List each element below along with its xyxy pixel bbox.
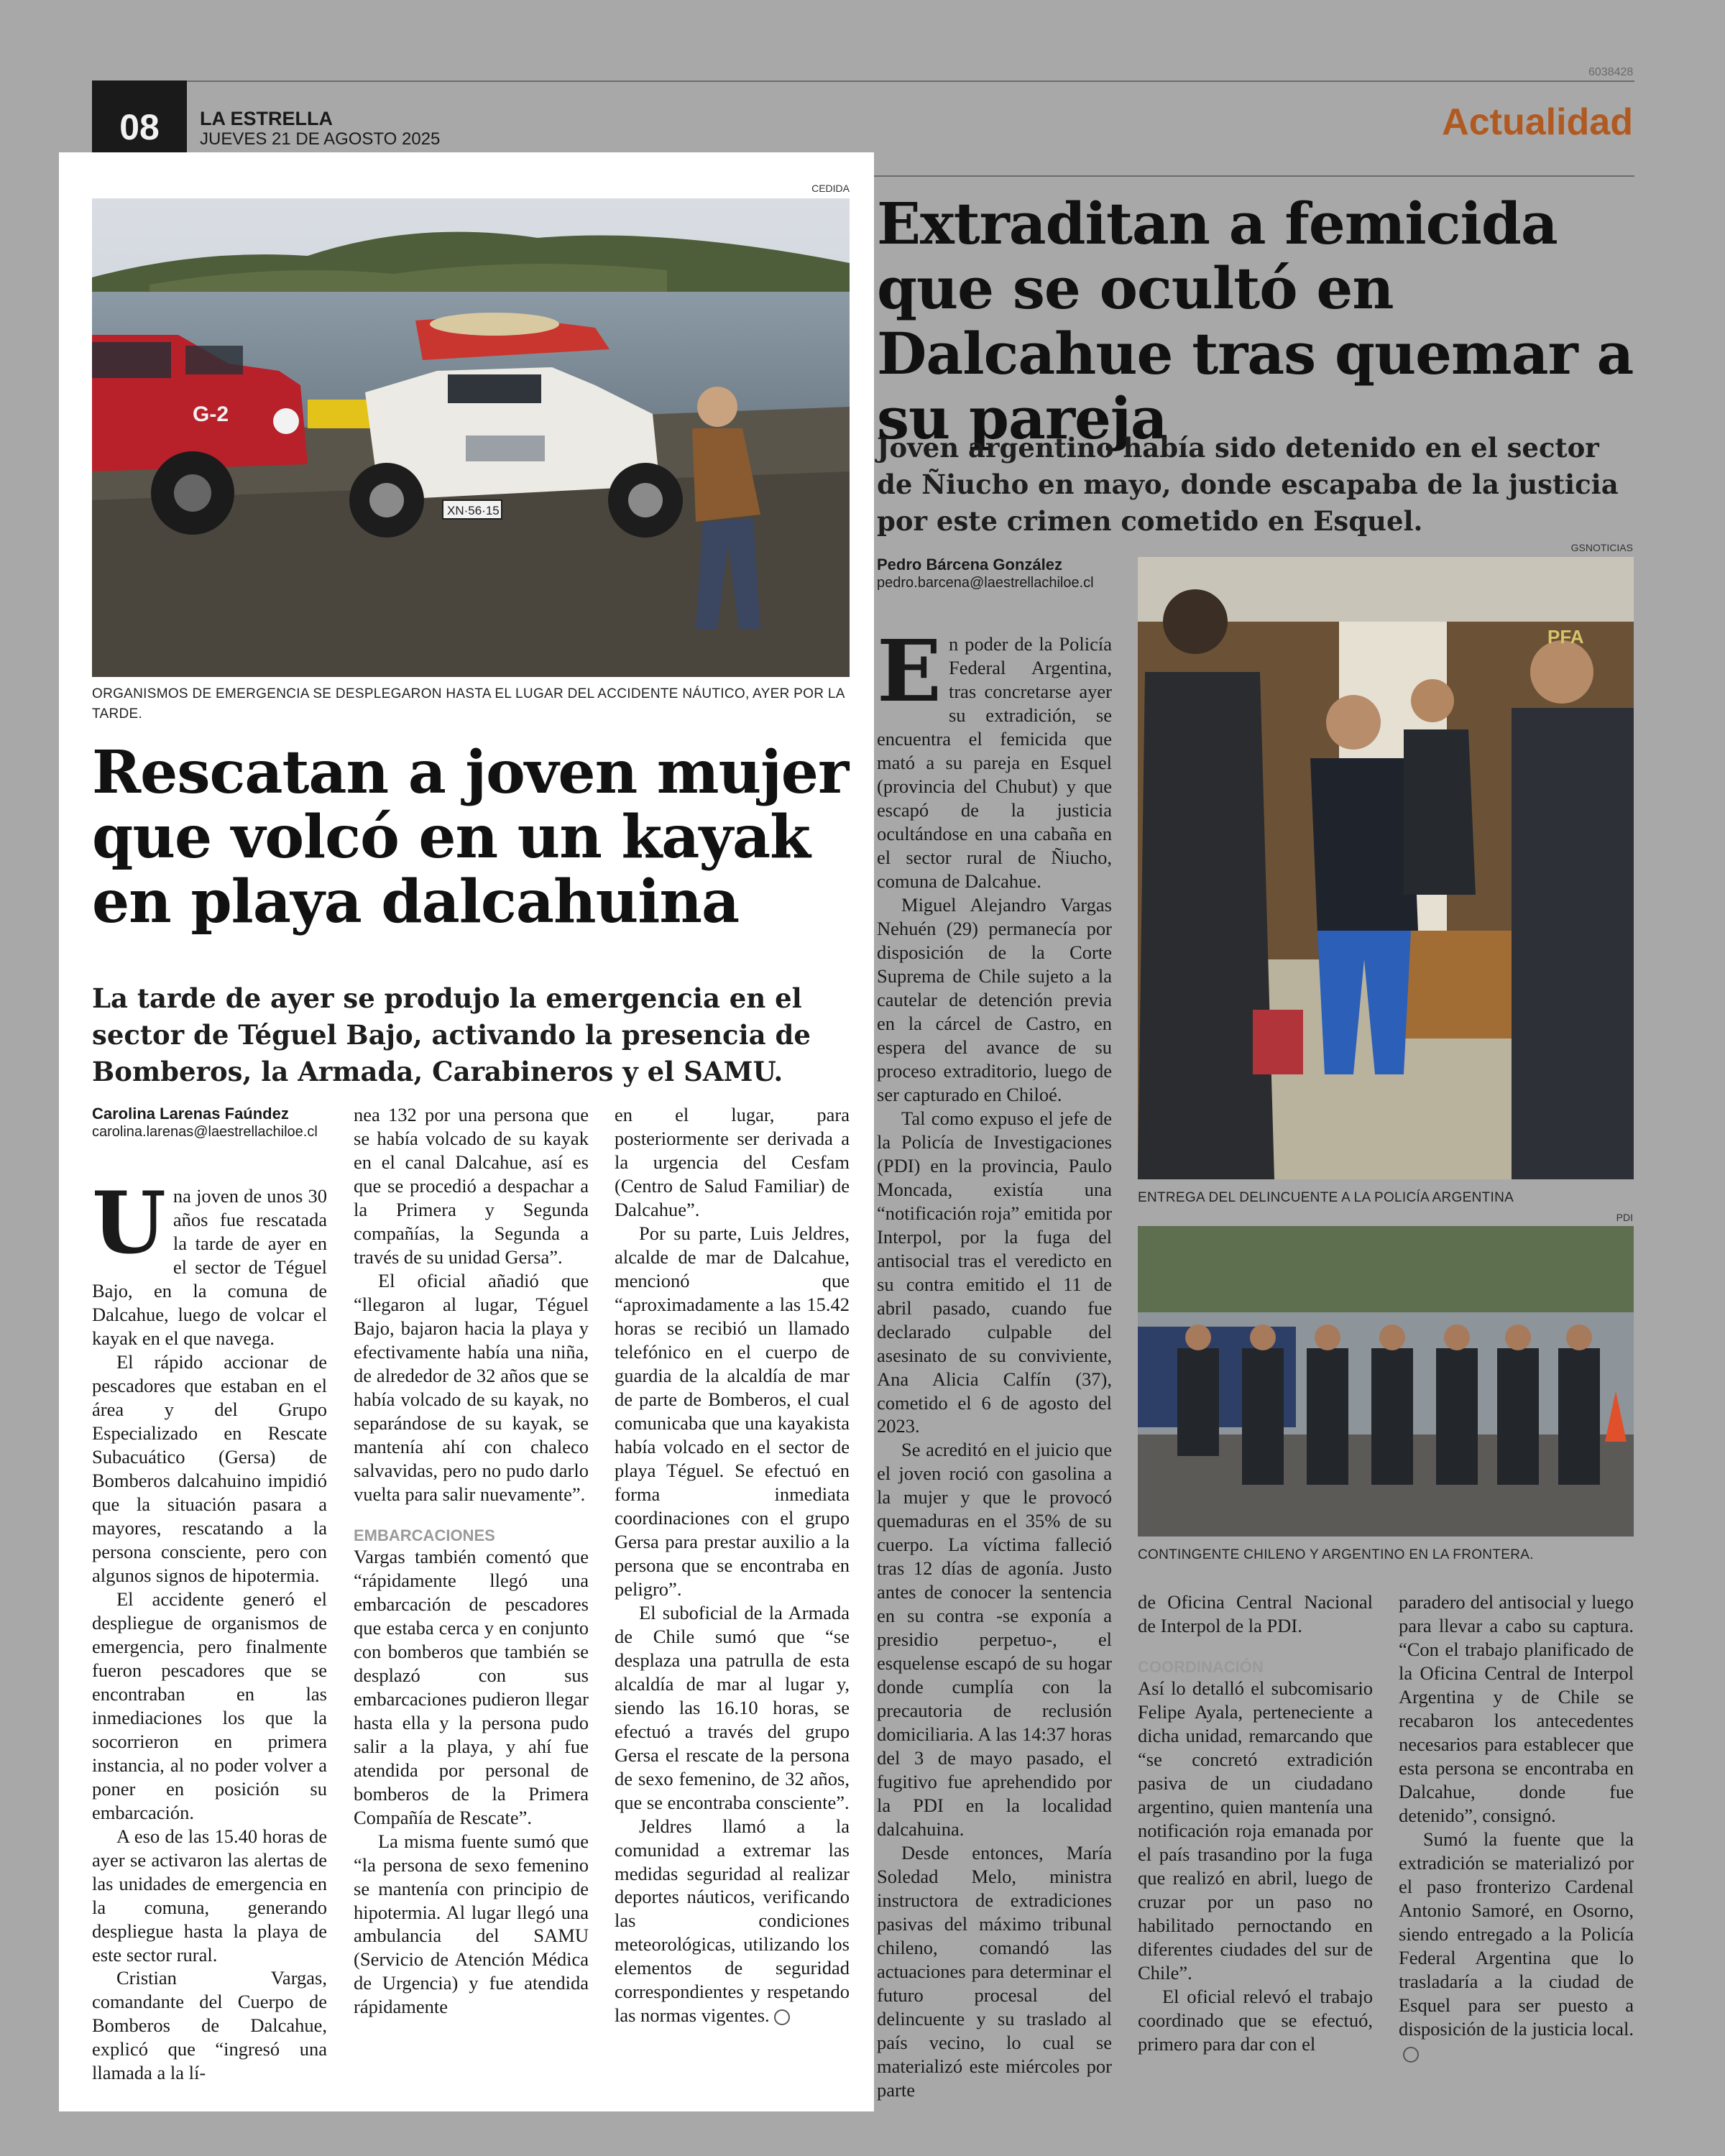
issue-date: JUEVES 21 DE AGOSTO 2025 xyxy=(200,129,441,149)
paragraph: Jeldres llamó a la comunidad a extremar las medidas seguridad al realizar deportes náuticos, verificando las condiciones meteorológicas, utilizando los elementos de seguridad correspondientes y respetando las normas vigentes. xyxy=(615,1815,850,2027)
right-lede: Joven argentino había sido detenido en el sector de Ñiucho en mayo, donde escapaba de la justicia por este crimen cometido en Esquel. xyxy=(877,432,1619,538)
paragraph: n poder de la Policía Federal Argentina, tras concretarse ayer su extradición, se encuentra el femicida que mató a su pareja en Esquel (provincia del Chubut) y que escapó de la justicia ocultándose en una cabaña en el sector rural de Ñiucho, comuna de Dalcahue. xyxy=(877,633,1112,892)
border-photo xyxy=(1138,1226,1634,1537)
paragraph: Sumó la fuente que la extradición se materializó por el paso fronterizo Cardenal Antonio Samoré, en Osorno, siendo entregado a la Policía Federal Argentina que lo trasladaría a la ciudad de Esquel para ser puesto a disposición de la justicia local. xyxy=(1399,1828,1634,2040)
subhead: EMBARCACIONES xyxy=(354,1526,495,1544)
paragraph: El oficial añadió que “llegaron al lugar, Téguel Bajo, bajaron hacia la playa y efectivamente había una niña, de alrededor de 32 años que se había volcado de su kayak, no separándose de su kayak, se mantenía ahí con chaleco salvavidas, pero no pudo darlo vuelta para salir nuevamente”. xyxy=(354,1269,589,1505)
dropcap: U xyxy=(92,1173,166,1273)
right-headline: Extraditan a femicida que se ocultó en Dalcahue tras quemar a su pareja xyxy=(877,190,1634,453)
photo-credit: CEDIDA xyxy=(811,183,850,194)
svg-text:G-2: G-2 xyxy=(193,402,229,426)
paragraph: Se acreditó en el juicio que el joven roció con gasolina a la mujer y que le provocó quemaduras en el 35% de su cuerpo. La víctima falleció tras 12 días de agonía. Justo antes de conocer la sentencia en su contra -se exponía a presidio perpetuo-, el esquelense escapó de su hogar donde cumplía con la precautoria de reclusión domiciliaria. A las 14:37 horas del 3 de mayo pasado, el fugitivo fue aprehendido por la PDI en la localidad dalcahuina. xyxy=(877,1439,1112,1841)
page-number: 08 xyxy=(92,80,187,174)
right-author: Pedro Bárcena González xyxy=(877,556,1062,573)
end-mark-icon xyxy=(1403,2047,1419,2063)
left-column-1 xyxy=(92,1173,327,2085)
paragraph: Tal como expuso el jefe de la Policía de Investigaciones (PDI) en la provincia, Paulo Moncada, existía una “notificación roja” emitida por Interpol, por la fuga del antisocial tras el veredicto en su contra emitido el 11 de abril pasado, cuando fue declarado culpable del asesinato de su conviviente, Ana Alicia Calfín (37), cometido el 6 de agosto del 2023. xyxy=(877,1107,1112,1437)
paragraph: Miguel Alejandro Vargas Nehuén (29) permanecía por disposición de la Corte Suprema de Chile sujeto a la cautelar de detención previa en la cárcel de Castro, en espera del avance de su proceso extraditorio, luego de ser capturado en Chiloé. xyxy=(877,893,1112,1105)
photo-caption: ENTREGA DEL DELINCUENTE A LA POLICÍA ARGENTINA xyxy=(1138,1190,1514,1205)
svg-text:XN·56·15: XN·56·15 xyxy=(447,504,500,517)
paragraph: Así lo detalló el subcomisario Felipe Ayala, perteneciente a dicha unidad, remarcando que “se concretó extradición pasiva de un ciudadano argentino, quien mantenía una notificación roja emanada por el país trasandino por la fuga que realizó en abril, luego de cruzar por un paso no habilitado pernoctando en diferentes ciudades del sur de Chile”. xyxy=(1138,1677,1373,1984)
photo-credit: PDI xyxy=(1616,1212,1633,1223)
paragraph: El suboficial de la Armada de Chile sumó que “se desplaza una patrulla de esta alcaldía de mar al lugar y, siendo las 16.10 horas, se efectuó a través del grupo Gersa el rescate de la persona de sexo femenino, de 32 años, que se encontraba consciente”. xyxy=(615,1601,850,1813)
paragraph: paradero del antisocial y luego para llevar a cabo su captura. “Con el trabajo planificado de la Oficina Central de Interpol Argentina y de Chile se recabaron los antecedentes necesarios para establecer que esta persona se encontraba en Dalcahue, donde fue detenido”, consignó. xyxy=(1399,1591,1634,1826)
extradition-photo xyxy=(1138,557,1634,1179)
page-code: 6038428 xyxy=(1588,66,1634,78)
left-author: Carolina Larenas Faúndez xyxy=(92,1105,289,1123)
paragraph: A eso de las 15.40 horas de ayer se activaron las alertas de las unidades de emergencia en la comuna, generando despliegue hasta la playa de este sector rural. xyxy=(92,1825,327,1966)
paragraph: en el lugar, para posteriormente ser derivada a la urgencia del Cesfam (Centro de Salud Familiar) de Dalcahue”. xyxy=(615,1104,850,1220)
left-column-2 xyxy=(354,1103,589,2019)
paragraph: na joven de unos 30 años fue rescatada la tarde de ayer en el sector de Téguel Bajo, en la comuna de Dalcahue, luego de volcar el kayak en el que navega. xyxy=(92,1185,327,1349)
dropcap: E xyxy=(877,621,942,721)
left-author-email: carolina.larenas@laestrellachiloe.cl xyxy=(92,1124,318,1140)
paragraph: Desde entonces, María Soledad Melo, ministra instructora de extradiciones pasivas del máximo tribunal chileno, comandó las actuaciones para determinar el futuro procesal del delincuente y su traslado al país vecino, lo cual se materializó este miércoles por parte xyxy=(877,1842,1112,2101)
header-top-rule xyxy=(92,80,1634,82)
svg-text:PFA: PFA xyxy=(1547,626,1584,648)
newspaper-name: LA ESTRELLA xyxy=(200,108,333,129)
rescue-photo xyxy=(92,198,850,677)
right-column-1 xyxy=(877,621,1112,2102)
photo-caption: ORGANISMOS DE EMERGENCIA SE DESPLEGARON HASTA EL LUGAR DEL ACCIDENTE NÁUTICO, AYER POR LA TARDE. xyxy=(92,686,845,722)
paragraph: Por su parte, Luis Jeldres, alcalde de mar de Dalcahue, mencionó que “aproximadamente a las 15.42 horas se recibió un llamado telefónico en el cuerpo de guardia de la alcaldía de mar de parte de Bomberos, el cual comunicaba que una kayakista había volcado en el sector de playa Téguel. Se efectuó en forma inmediata coordinaciones con el grupo Gersa para prestar auxilio a la persona que se encontraba en peligro”. xyxy=(615,1222,850,1600)
subhead: COORDINACIÓN xyxy=(1138,1657,1264,1676)
paragraph: El rápido accionar de pescadores que estaban en el área y del Grupo Especializado en Rescate Subacuático (Gersa) de Bomberos dalcahuino impidió que la situación pasara a mayores, rescatando a la persona consciente, pero con algunos signos de hipotermia. xyxy=(92,1350,327,1586)
paragraph: Vargas también comentó que “rápidamente llegó una embarcación de pescadores que estaba cerca y en conjunto con bomberos que también se desplazó con sus embarcaciones pudieron llegar hasta ella y la persona pudo salir a la playa, y ahí fue atendida por personal de bomberos de la Primera Compañía de Rescate”. xyxy=(354,1545,589,1828)
photo-credit: GSNOTICIAS xyxy=(1570,542,1633,553)
left-column-3 xyxy=(615,1103,850,2027)
photo-caption: CONTINGENTE CHILENO Y ARGENTINO EN LA FRONTERA. xyxy=(1138,1547,1534,1562)
left-lede: La tarde de ayer se produjo la emergencia en el sector de Téguel Bajo, activando la presencia de Bomberos, la Armada, Carabineros y el SAMU. xyxy=(92,982,811,1088)
paragraph: nea 132 por una persona que se había volcado de su kayak en el canal Dalcahue, así es que se procedió a despachar a la Primera y Segunda compañías, la Segunda a través de su unidad Gersa”. xyxy=(354,1104,589,1268)
paragraph: Cristian Vargas, comandante del Cuerpo de Bomberos de Dalcahue, explicó que “ingresó una llamada a la lí- xyxy=(92,1967,327,2084)
end-mark-icon xyxy=(774,2009,790,2025)
paragraph: El oficial relevó el trabajo coordinado que se efectuó, primero para dar con el xyxy=(1138,1985,1373,2055)
section-title: Actualidad xyxy=(1442,101,1633,143)
right-author-email: pedro.barcena@laestrellachiloe.cl xyxy=(877,575,1094,591)
right-column-2 xyxy=(1138,1590,1373,2056)
paragraph: La misma fuente sumó que “la persona de sexo femenino se mantenía con principio de hipotermia. Al lugar llegó una ambulancia del SAMU (Servicio de Atención Médica de Urgencia) y fue atendida rápidamente xyxy=(354,1830,589,2018)
right-column-3 xyxy=(1399,1590,1634,2065)
paragraph: de Oficina Central Nacional de Interpol de la PDI. xyxy=(1138,1591,1373,1636)
paragraph: El accidente generó el despliegue de organismos de emergencia, pero finalmente fueron pescadores que se encontraban en las inmediaciones los que la socorrieron en primera instancia, al no poder volver a poner en posición su embarcación. xyxy=(92,1588,327,1823)
left-headline: Rescatan a joven mujer que volcó en un kayak en playa dalcahuina xyxy=(92,738,849,937)
